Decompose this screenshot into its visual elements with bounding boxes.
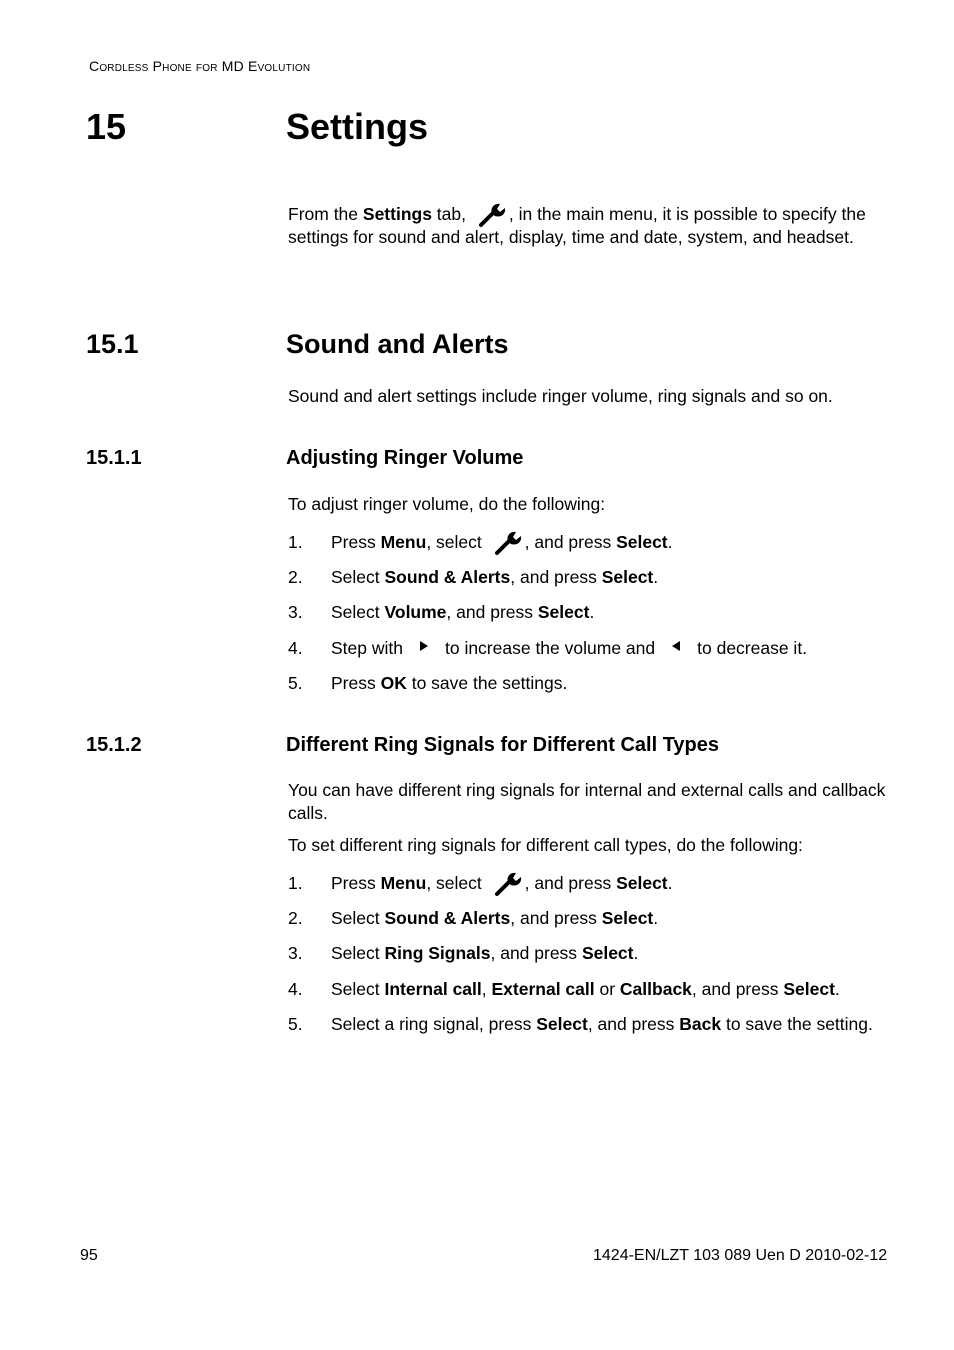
step-text: Select Volume, and press Select.	[331, 602, 595, 622]
subsection-title: Different Ring Signals for Different Call Types	[286, 734, 720, 756]
step-text: Select Internal call, External call or Callback, and press Select.	[331, 979, 840, 999]
right-arrow-icon	[417, 639, 431, 655]
step-text: Press Menu, select , and press Select.	[331, 872, 906, 895]
step-number: 3.	[288, 602, 303, 622]
subsection-paragraph: You can have different ring signals for internal and external calls and callback calls.	[288, 780, 886, 823]
section-title: Sound and Alerts	[286, 329, 509, 359]
step-number: 3.	[288, 943, 303, 963]
step-number: 5.	[288, 673, 303, 693]
subsection-paragraph: To set different ring signals for different call types, do the following:	[288, 835, 803, 855]
chapter-title: Settings	[286, 106, 429, 147]
step-number: 2.	[288, 567, 303, 587]
wrench-icon	[495, 869, 523, 897]
intro-paragraph: From the Settings tab, , in the main menu, it is possible to specify the settings for sound and alert, display, time and date, system, and headset.	[288, 203, 898, 249]
section-intro: Sound and alert settings include ringer volume, ring signals and so on.	[288, 386, 833, 406]
step-number: 1.	[288, 532, 303, 552]
step-text: Select a ring signal, press Select, and press Back to save the setting.	[331, 1014, 873, 1034]
step-text: Press OK to save the settings.	[331, 673, 568, 693]
step-text: Press Menu, select , and press Select.	[331, 531, 906, 554]
step-number: 2.	[288, 908, 303, 928]
left-arrow-icon	[669, 639, 683, 655]
chapter-number: 15	[86, 106, 127, 147]
step-number: 5.	[288, 1014, 303, 1034]
wrench-icon	[495, 528, 523, 556]
step-text: Step with to increase the volume and to decrease it.	[331, 638, 808, 658]
subsection-intro: To adjust ringer volume, do the following:	[288, 494, 606, 514]
subsection-number: 15.1.1	[86, 447, 142, 469]
step-number: 1.	[288, 873, 303, 893]
step-text: Select Sound & Alerts, and press Select.	[331, 908, 659, 928]
document-id: 1424-EN/LZT 103 089 Uen D 2010-02-12	[593, 1247, 888, 1264]
step-text: Select Sound & Alerts, and press Select.	[331, 567, 659, 587]
page-number: 95	[80, 1247, 98, 1264]
wrench-icon	[479, 200, 507, 228]
section-number: 15.1	[86, 329, 139, 359]
subsection-title: Adjusting Ringer Volume	[286, 447, 524, 469]
step-text: Select Ring Signals, and press Select.	[331, 943, 639, 963]
step-number: 4.	[288, 979, 303, 999]
running-header: Cordless Phone for MD Evolution	[89, 58, 311, 74]
subsection-number: 15.1.2	[86, 734, 142, 756]
step-number: 4.	[288, 638, 303, 658]
